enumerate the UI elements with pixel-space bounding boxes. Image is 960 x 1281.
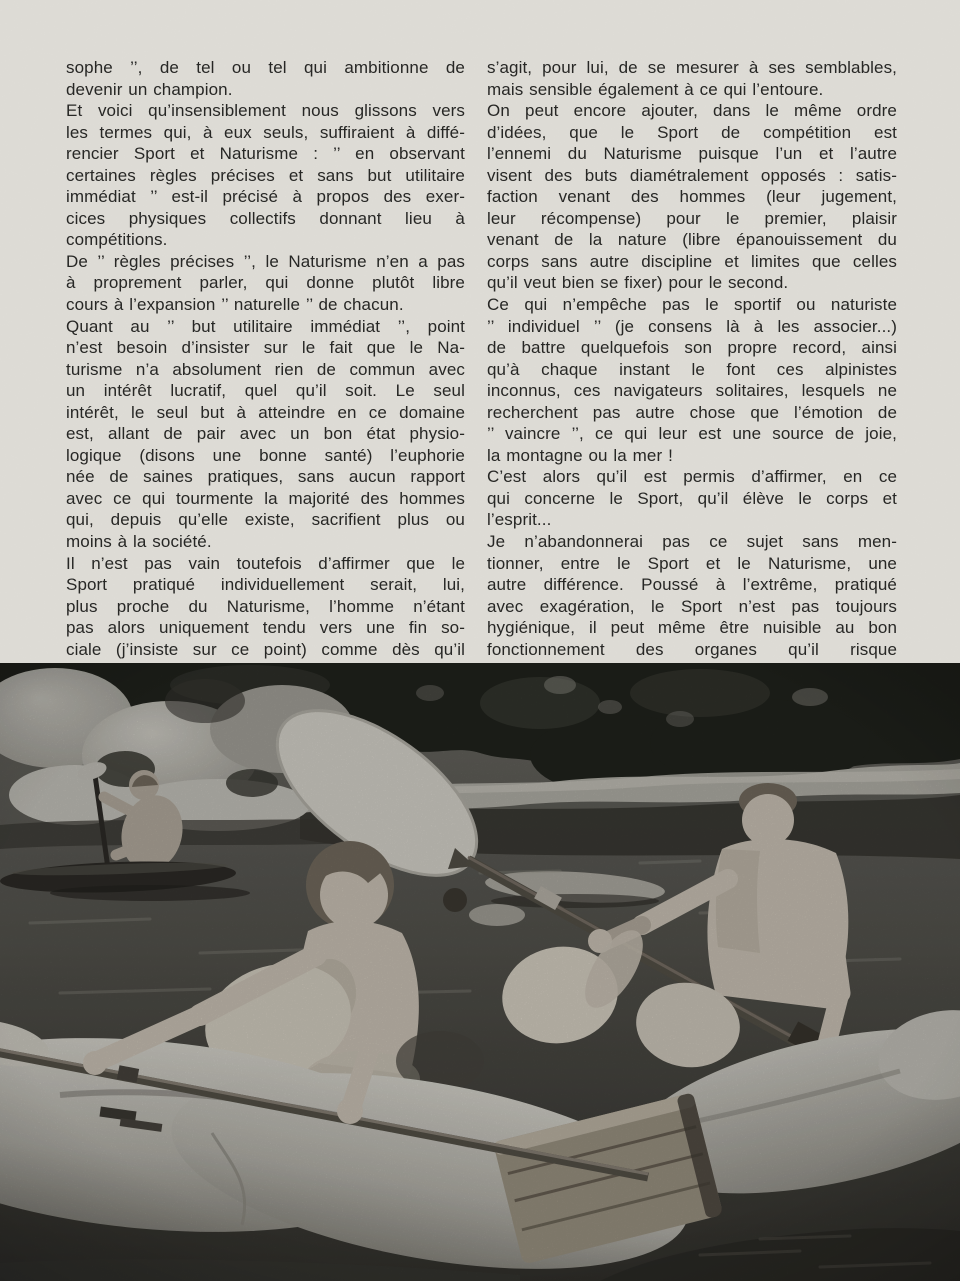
text-line: née de saines pratiques, sans aucun rapport [66,467,465,487]
text-line: faction venant des hommes (leur jugement, [487,187,897,207]
text-line: corps sans autre discipline et limites que celles [487,251,897,271]
text-line: d’idées, que le Sport de compétition est [487,122,897,142]
text-line: Sport pratiqué individuellement serait, lui, [66,575,465,595]
text-line: n’est besoin d’insister sur le fait que le Na- [66,338,465,358]
text-line: qu’à chaque instant le font ces alpinistes [487,359,897,379]
text-line: Ce qui n’empêche pas le sportif ou naturiste [487,295,897,315]
article-column-left [66,57,465,660]
text-line: ’’ vaincre ’’, ce qui leur est une source de joie, [487,424,897,444]
text-line: l’ennemi du Naturisme puisque l’un et l’autre [487,144,897,164]
text-line: De ’’ règles précises ’’, le Naturisme n’en a pas [66,251,465,271]
text-line: On peut encore ajouter, dans le même ordre [487,101,897,121]
text-line: leur récompense) pour le premier, plaisir [487,208,897,228]
text-line: cours à l’expansion ’’ naturelle ’’ de chacun. [66,295,404,315]
text-line: avec ce qui tourmente la majorité des hommes [66,488,465,508]
text-line: l’esprit... [487,510,552,530]
text-line: recherchent pas autre chose que l’émotion de [487,402,897,422]
text-line: à proprement parler, qui donne plutôt libre [66,273,465,293]
text-line: plus proche du Naturisme, l’homme n’étant [66,596,465,616]
text-line: sophe ’’, de tel ou tel qui ambitionne de [66,58,465,77]
text-line: Il n’est pas vain toutefois d’affirmer que le [66,553,465,573]
text-line: logique (disons une bonne santé) l’euphorie [66,445,465,465]
text-line: est, allant de pair avec un bon état physio- [66,424,465,444]
text-line: qu’il veut bien se fixer) pour le second. [487,273,789,293]
text-line: la montagne ou la mer ! [487,445,673,465]
text-line: intérêt, le seul but à atteindre en ce domaine [66,402,465,422]
text-line: ciale (j’insiste sur ce point) comme dès qu’il [66,639,465,659]
text-line: Je n’abandonnerai pas ce sujet sans men- [487,532,897,552]
text-line: C’est alors qu’il est permis d’affirmer, en ce [487,467,897,487]
text-line: visent des buts diamétralement opposés : satis- [487,165,897,185]
text-line: fonctionnement des organes qu’il risque [487,639,897,659]
photo-grain [0,663,960,1281]
river-photo [0,663,960,1281]
article-column-right [487,57,897,660]
text-line: s’agit, pour lui, de se mesurer à ses semblables, [487,58,897,77]
text-line: cices physiques collectifs donnant lieu à [66,208,465,228]
text-line: les termes qui, à eux seuls, suffiraient à diffé- [66,122,465,142]
text-line: de battre quelquefois son propre record, ainsi [487,338,897,358]
text-line: devenir un champion. [66,79,233,99]
text-line: ’’ individuel ’’ (je consens là à les associer...) [487,316,897,336]
text-line: venant de la nature (libre épanouissement du [487,230,897,250]
text-line: Et voici qu’insensiblement nous glissons vers [66,101,465,121]
text-line: tionner, entre le Sport et le Naturisme, une [487,553,897,573]
text-line: pas alors uniquement tendu vers une fin so- [66,618,465,638]
text-line: immédiat ’’ est-il précisé à propos des exer- [66,187,465,207]
text-line: qui, depuis qu’elle existe, sacrifient plus ou [66,510,465,530]
text-line: qui concerne le Sport, qu’il élève le corps et [487,488,897,508]
text-line: certaines règles précises et sans but utilitaire [66,165,465,185]
text-line: hygiénique, il peut même être nuisible au bon [487,618,897,638]
text-line: turisme n’a absolument rien de commun avec [66,359,465,379]
text-line: rencier Sport et Naturisme : ’’ en observant [66,144,465,164]
text-line: compétitions. [66,230,168,250]
text-line: un intérêt lucratif, quel qu’il soit. Le seul [66,381,465,401]
text-line: mais sensible également à ce qui l’entoure. [487,79,824,99]
text-line: autre différence. Poussé à l’extrême, pratiqué [487,575,897,595]
text-line: avec exagération, le Sport n’est pas toujours [487,596,897,616]
text-line: inconnus, ces navigateurs solitaires, lesquels ne [487,381,897,401]
text-line: moins à la société. [66,532,212,552]
text-line: Quant au ’’ but utilitaire immédiat ’’, point [66,316,465,336]
